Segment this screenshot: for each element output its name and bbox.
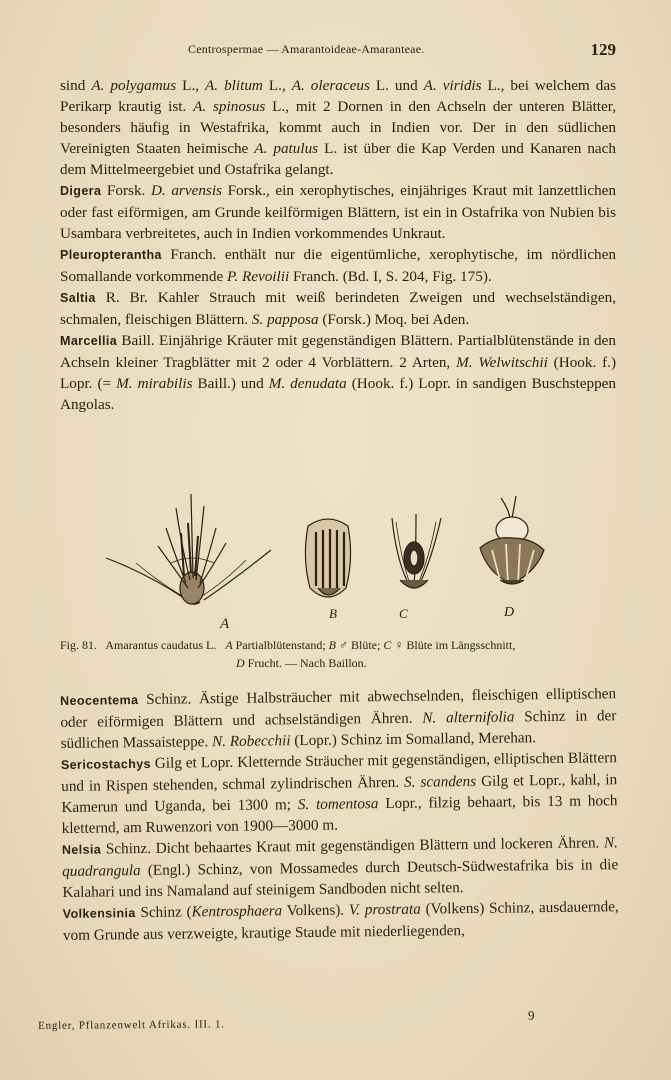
signature-mark: 9 — [527, 1007, 536, 1023]
caption-text-b: ♂ Blüte; — [339, 638, 381, 652]
genus-name: Digera — [60, 184, 102, 198]
figure-d-fruit — [480, 496, 544, 584]
botanical-figure — [96, 488, 626, 638]
figure-label-c: C — [399, 606, 408, 621]
page-header — [60, 40, 616, 62]
page-footer — [38, 1007, 618, 1032]
paragraph-nelsia: Nelsia Schinz. Dicht behaartes Kraut mit gegenständigen Blättern und lockeren Ähren. N. quadrangula (Engl.) Schinz, von Mossamedes durch Deutsch-Südwestafrika bis in die Kalahari und ins Namaland auf steinigem Sandboden nicht selten. — [61, 834, 619, 901]
caption-letter-a: A — [225, 638, 233, 652]
caption-species: Amarantus caudatus L. — [105, 638, 217, 652]
caption-text-a: Partialblütenstand; — [235, 638, 326, 652]
genus-name: Volkensinia — [62, 906, 136, 921]
caption-letter-b: B — [328, 638, 336, 652]
figure-label-d: D — [504, 605, 515, 620]
genus-name: Neocentema — [60, 693, 139, 708]
caption-letter-c: C — [383, 638, 392, 652]
genus-name: Nelsia — [61, 842, 102, 857]
paragraph-digera: Digera Forsk. D. arvensis Forsk., ein xerophytisches, einjähriges Kraut mit lanzettlichen oder fast eiförmigen, am Grunde keilförmigen Blättern, ist ein in Ostafrika von Nubien bis Usambara verbreitetes, auch in Indien vorkommendes Unkraut. — [60, 182, 616, 242]
caption-fig-number: Fig. 81. — [60, 638, 98, 652]
paragraph-sericostachys: Sericostachys Gilg et Lopr. Kletternde Sträucher mit gegenständigen, elliptischen Blättern und in Rispen stehenden, schmal zylindrischen Ähren. S. scandens Gilg et Lopr., kahl, in Kamerun und Uganda, bei 1300 m; S. tomentosa Lopr., filzig behaart, bis 13 m hoch kletternd, am Ruwenzori von 1900—3000 m. — [60, 749, 618, 837]
text-block-bottom — [60, 683, 619, 946]
caption-text-d: Frucht. — Nach Baillon. — [247, 656, 367, 670]
figure-caption — [60, 636, 616, 672]
footer-source: Engler, Pflanzenwelt Afrikas. III. 1. — [38, 1018, 225, 1032]
caption-line-2 — [60, 654, 616, 672]
genus-name: Saltia — [60, 291, 96, 305]
paragraph-amarantus: sind A. polygamus L., A. blitum L., A. oleraceus L. und A. viridis L., bei welchem das Perikarp krautig ist. A. spinosus L., mit 2 Dornen in den Achseln der unteren Blätter, besonders häufig in Westafrika, kommt auch in Indien vor. Der in den südlichen Vereinigten Staaten heimische A. patulus L. ist über die Kap Verden und Kanaren nach dem Mittelmeergebiet und Ostafrika gelangt. — [60, 77, 617, 178]
running-head: Centrospermae — Amarantoideae-Amaranteae. — [188, 42, 425, 56]
figure-label-a: A — [220, 616, 230, 632]
paragraph-volkensinia: Volkensinia Schinz (Kentrosphaera Volkens). V. prostrata (Volkens) Schinz, ausdauernde, vom Grunde aus verzweigte, krautige Staude mit niederliegenden, — [62, 898, 619, 944]
genus-name: Pleuropterantha — [60, 248, 162, 262]
figure-b-male-flower — [305, 519, 350, 597]
figure-label-b: B — [329, 606, 337, 621]
figure-c-female-flower — [392, 514, 441, 588]
paragraph-marcellia: Marcellia Baill. Einjährige Kräuter mit gegenständigen Blättern. Partialblütenstände in den Achseln kleiner Tragblätter mit 2 oder 4 Vorblättern. 2 Arten, M. Welwitschii (Hook. f.) Lopr. (= M. mirabilis Baill.) und M. denudata (Hook. f.) Lopr. in sandigen Buschsteppen Angolas. — [60, 332, 617, 413]
caption-text-c: ♀ Blüte im Längsschnitt, — [394, 638, 516, 652]
paragraph-saltia: Saltia R. Br. Kahler Strauch mit weiß berindeten Zweigen und wechselständigen, schmalen, fleischigen Blättern. S. papposa (Forsk.) Moq. bei Aden. — [60, 289, 616, 328]
caption-letter-d: D — [236, 656, 245, 670]
genus-name: Marcellia — [60, 334, 118, 348]
paragraph-neocentema: Neocentema Schinz. Ästige Halbsträucher mit abwechselnden, fleischigen elliptischen oder eiförmigen Blättern und achselständigen Ähren. N. alternifolia Schinz in der südlichen Massaisteppe. N. Robecchii (Lopr.) Schinz im Somalland, Merehan. — [60, 685, 617, 752]
paragraph-pleuropterantha: Pleuropterantha Franch. enthält nur die eigentümliche, xerophytische, im nördlichen Somallande vorkommende P. Revoilii Franch. (Bd. I, S. 204, Fig. 175). — [60, 246, 616, 285]
figure-a-inflorescence — [106, 494, 271, 604]
text-block-top — [60, 75, 616, 415]
genus-name: Sericostachys — [60, 756, 151, 772]
page-number: 129 — [590, 40, 616, 59]
